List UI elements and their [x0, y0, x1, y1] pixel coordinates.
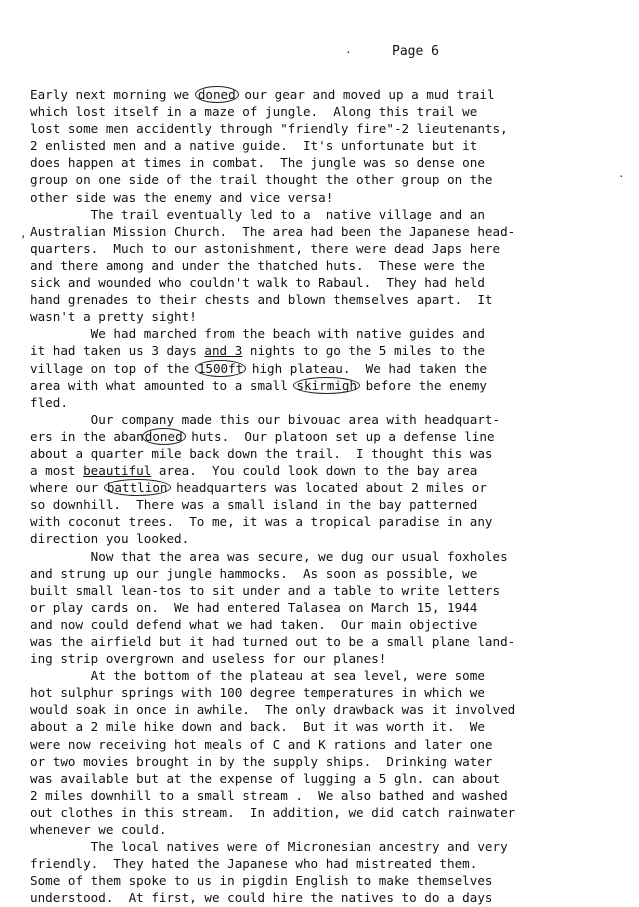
text-line: lost some men accidently through "friendly fire"-2 lieutenants, [30, 121, 508, 137]
text-line: understood. At first, we could hire the natives to do a days [30, 890, 493, 906]
text-line: The trail eventually led to a native village and an [30, 206, 485, 222]
text-line: whenever we could. [30, 822, 167, 838]
text-line: where our battlion headquarters was located about 2 miles or [30, 480, 487, 496]
text-line: built small lean-tos to sit under and a table to write letters [30, 582, 501, 598]
stray-mark: · [345, 46, 352, 59]
text-line: would soak in once in awhile. The only drawback was it involved [30, 702, 516, 718]
text-line: and now could defend what we had taken. Our main objective [30, 616, 478, 632]
text-line: village on top of the 1500ft high plateau. We had taken the [30, 360, 487, 376]
body-text [30, 86, 615, 907]
text-line: direction you looked. [30, 531, 190, 547]
stray-mark: · [618, 170, 625, 183]
text-line: sick and wounded who couldn't walk to Rabaul. They had held [30, 275, 485, 291]
text-line: Australian Mission Church. The area had been the Japanese head- [30, 223, 516, 239]
text-line: Early next morning we doned our gear and moved up a mud trail [30, 87, 495, 102]
text-line: or two movies brought in by the supply ships. Drinking water [30, 753, 493, 769]
text-line: Now that the area was secure, we dug our usual foxholes [30, 548, 508, 564]
text-line: and strung up our jungle hammocks. As soon as possible, we [30, 565, 478, 581]
text-line: At the bottom of the plateau at sea level, were some [30, 668, 485, 684]
stray-mark: , [20, 227, 27, 240]
text-line: a most beautiful area. You could look down to the bay area [30, 463, 478, 479]
text-line: out clothes in this stream. In addition, we did catch rainwater [30, 804, 516, 820]
text-line: 2 enlisted men and a native guide. It's unfortunate but it [30, 138, 478, 154]
text-line: or play cards on. We had entered Talasea on March 15, 1944 [30, 599, 478, 615]
page-number: Page 6 [392, 44, 439, 59]
text-line: The local natives were of Micronesian ancestry and very [30, 839, 508, 855]
text-line: about a 2 mile hike down and back. But it was worth it. We [30, 719, 485, 735]
text-line: so downhill. There was a small island in the bay patterned [30, 497, 478, 513]
text-line: ing strip overgrown and useless for our planes! [30, 651, 387, 667]
text-line: 2 miles downhill to a small stream . We also bathed and washed [30, 787, 508, 803]
text-line: friendly. They hated the Japanese who had mistreated them. [30, 856, 478, 872]
text-line: and there among and under the thatched huts. These were the [30, 257, 485, 273]
text-line: fled. [30, 394, 68, 410]
text-line: with coconut trees. To me, it was a tropical paradise in any [30, 514, 493, 530]
text-line: quarters. Much to our astonishment, there were dead Japs here [30, 240, 501, 256]
text-line: about a quarter mile back down the trail. I thought this was [30, 445, 493, 461]
text-line: was the airfield but it had turned out to be a small plane land- [30, 634, 516, 649]
text-line: was available but at the expense of lugging a 5 gln. can about [30, 770, 501, 786]
text-line: wasn't a pretty sight! [30, 309, 197, 325]
text-line: it had taken us 3 days and 3 nights to go the 5 miles to the [30, 343, 485, 359]
text-line: were now receiving hot meals of C and K rations and later one [30, 736, 493, 752]
text-line: We had marched from the beach with native guides and [30, 326, 485, 342]
text-line: Some of them spoke to us in pigdin English to make themselves [30, 873, 493, 889]
text-line: hand grenades to their chests and blown themselves apart. It [30, 292, 493, 308]
text-line: Our company made this our bivouac area with headquart- [30, 411, 501, 427]
text-line: which lost itself in a maze of jungle. Along this trail we [30, 104, 478, 120]
text-line: ers in the abandoned huts. Our platoon set up a defense line [30, 428, 495, 444]
text-line: area with what amounted to a small skirmigh before the enemy [30, 377, 487, 393]
text-line: group on one side of the trail thought the other group on the [30, 172, 493, 188]
text-line: does happen at times in combat. The jungle was so dense one [30, 155, 485, 171]
text-line: hot sulphur springs with 100 degree temperatures in which we [30, 685, 485, 701]
text-line: other side was the enemy and vice versa! [30, 189, 334, 205]
